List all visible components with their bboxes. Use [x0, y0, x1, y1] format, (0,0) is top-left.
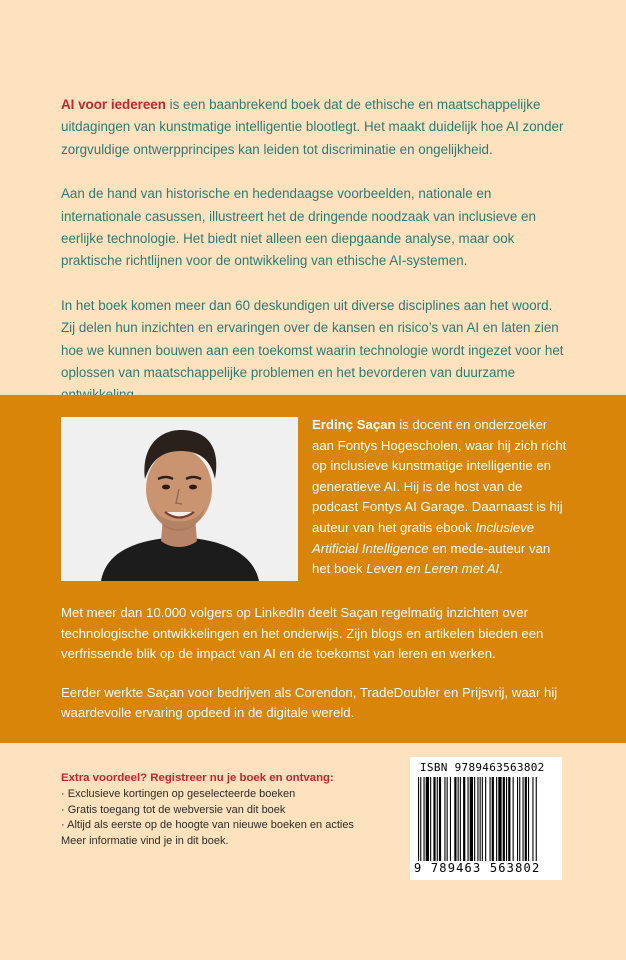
book-description — [61, 94, 567, 429]
barcode-bar — [508, 777, 510, 861]
barcode-bar — [519, 777, 520, 861]
barcode-bar — [525, 777, 527, 861]
description-text-1: is een baanbrekend boek dat de ethische en maatschappelijke uitdagingen van kunstmatige intelligentie blootlegt. Het maakt duidelijk hoe AI zonder zorgvuldige ontwerpprincipes kan leiden tot discriminatie en ongelijkheid. — [61, 97, 564, 157]
barcode-bar — [496, 777, 497, 861]
author-bio-paragraph-2: Met meer dan 10.000 volgers op LinkedIn deelt Saçan regelmatig inzichten over technologische ontwikkelingen en het onderwijs. Zijn blogs en artikelen bieden een verfrissende blik op de impact van AI en de toekomst van leren en werken. — [61, 605, 544, 662]
barcode-bars — [418, 777, 554, 861]
promo-footer: Meer informatie vind je in dit boek. — [61, 834, 229, 847]
author-bio-more — [61, 603, 581, 742]
author-bio-intro — [312, 415, 572, 580]
barcode-bar — [463, 777, 465, 861]
barcode-bar — [492, 777, 494, 861]
coauthored-book-title: Leven en Leren met AI — [366, 561, 500, 577]
barcode-bar — [528, 777, 529, 861]
barcode-bar — [424, 777, 425, 861]
book-title: AI voor iedereen — [61, 97, 166, 112]
barcode-bar — [532, 777, 533, 861]
barcode-bar — [439, 777, 441, 861]
author-name: Erdinç Saçan — [312, 417, 396, 432]
author-bio-text: is docent en onderzoeker aan Fontys Hogescholen, waar hij zich richt op inclusieve kunstmatige intelligentie en generatieve AI. Hij is de host van de podcast Fontys AI Garage. Daarnaast is hij auteur van het gratis ebook — [312, 417, 567, 535]
barcode-bar — [420, 777, 421, 861]
description-paragraph-3: In het boek komen meer dan 60 deskundigen uit diverse disciplines aan het woord. Zij delen hun inzichten en ervaringen over de kansen en risico’s van AI en laten zien hoe we kunnen bouwen aan een toekomst waarin technologie wordt ingezet voor het oplossen van maatschappelijke problemen en het bevorderen van duurzame — [61, 297, 564, 381]
barcode-digits: 9 789463 563802 — [414, 861, 541, 875]
author-bio-end: . — [499, 561, 503, 577]
promo-item: · Gratis toegang tot de webversie van dit boek — [61, 803, 381, 818]
isbn-label: ISBN 9789463563802 — [420, 761, 545, 774]
barcode-bar — [418, 777, 419, 861]
author-section — [0, 395, 626, 743]
author-portrait-icon — [61, 417, 298, 581]
barcode-bar — [482, 777, 483, 861]
barcode-bar — [470, 777, 473, 861]
barcode-bar — [474, 777, 475, 861]
registration-promo — [61, 771, 381, 849]
barcode-bar — [454, 777, 456, 861]
isbn-barcode — [410, 757, 562, 880]
promo-heading: Extra voordeel? Registreer nu je boek en ontvang: — [61, 772, 334, 784]
author-bio-paragraph-3: Eerder werkte Saçan voor bedrijven als Corendon, TradeDoubler en Prijsvrij, waar hij waardevolle ervaring opdeed in de digitale wereld. — [61, 684, 558, 721]
barcode-bar — [447, 777, 448, 861]
description-paragraph-2: Aan de hand van historische en hedendaagse voorbeelden, nationale en internationale casussen, illustreert het de dringende noodzaak van inclusieve en eerlijke technologie. Het biedt niet alleen een diepgaande analyse, maar ook praktische richtlijnen voor de ontwikkeling van ethische AI-systemen. — [61, 186, 536, 269]
barcode-bar — [433, 777, 435, 861]
barcode-bar — [477, 777, 478, 861]
description-paragraph-1 — [61, 94, 567, 161]
barcode-bar — [430, 777, 431, 861]
barcode-bar — [536, 777, 537, 861]
barcode-bar — [506, 777, 507, 861]
barcode-bar — [490, 777, 491, 861]
author-photo — [61, 417, 298, 581]
barcode-bar — [468, 777, 469, 861]
barcode-bar — [444, 777, 445, 861]
promo-item: · Exclusieve kortingen op geselecteerde boeken — [61, 787, 381, 802]
barcode-bar — [503, 777, 505, 861]
barcode-bar — [437, 777, 438, 861]
author-bio-text-2: en mede-auteur van het boek — [312, 540, 551, 577]
barcode-bar — [517, 777, 518, 861]
ebook-title: Inclusieve Artificial Intelligence — [312, 519, 535, 556]
barcode-bar — [460, 777, 461, 861]
barcode-bar — [523, 777, 524, 861]
barcode-bar — [480, 777, 481, 861]
promo-item: · Altijd als eerste op de hoogte van nieuwe boeken en acties — [61, 818, 381, 833]
barcode-bar — [485, 777, 486, 861]
barcode-bar — [450, 777, 451, 861]
barcode-bar — [498, 777, 501, 861]
barcode-bar — [458, 777, 459, 861]
barcode-bar — [426, 777, 429, 861]
barcode-bar — [513, 777, 514, 861]
